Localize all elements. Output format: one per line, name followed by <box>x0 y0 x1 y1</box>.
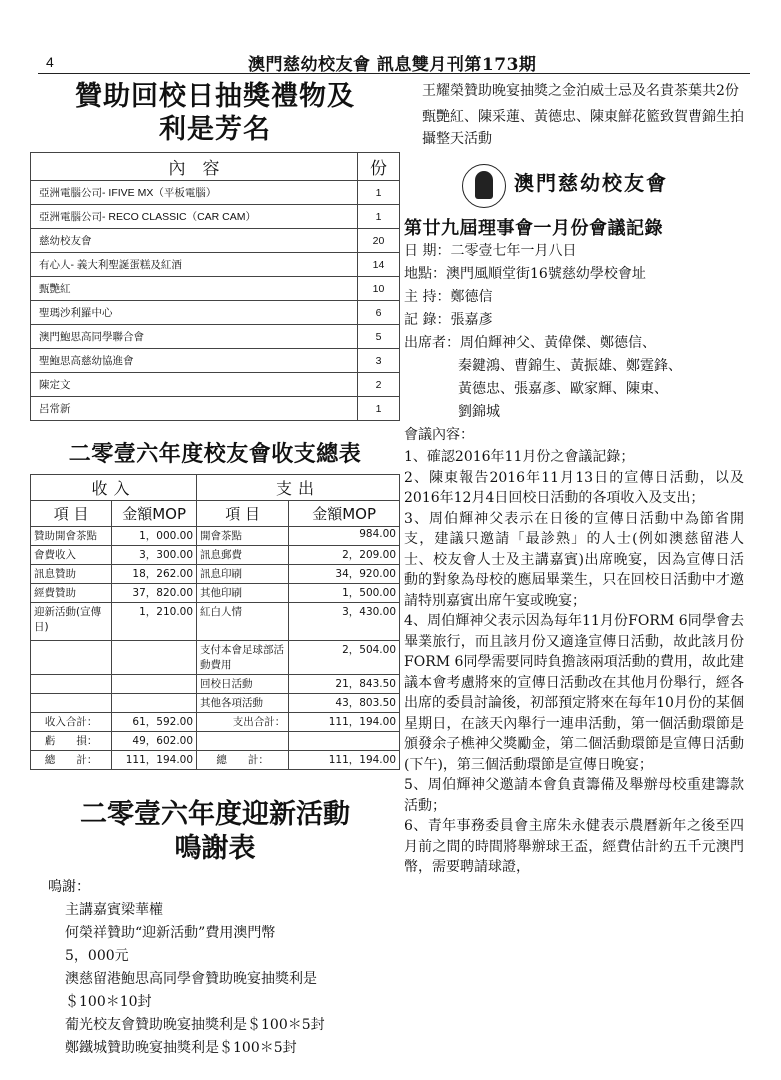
list-item: 主講嘉賓梁華權 <box>65 902 163 918</box>
attendees-line: 出席者：周伯輝神父、黃偉傑、鄭德信、 <box>404 335 656 351</box>
left-column <box>30 80 400 1060</box>
list-item: 葡光校友會贊助晚宴抽獎利是＄100＊5封 <box>65 1017 325 1033</box>
list-item: ＄100＊10封 <box>65 994 152 1010</box>
totals-row: 收入合計： 61，592.00 支出合計： 111，194.00 <box>31 713 400 732</box>
meeting-recorder: 記 錄：張嘉彥 <box>404 312 493 328</box>
emblem-icon <box>462 164 506 208</box>
table-row: 陳定文 2 <box>31 373 400 397</box>
agenda-item: 2、陳東報告2016年11月13日的宣傳日活動，以及2016年12月4日回校日活動的各項收入及支出； <box>404 469 744 506</box>
attendees-line: 劉錦城 <box>458 404 500 420</box>
income-header: 收入 <box>31 475 197 501</box>
expense-header: 支出 <box>197 475 400 501</box>
prizes-title: 贊助回校日抽獎禮物及 利是芳名 <box>75 81 355 145</box>
attendees-line: 秦鍵鴻、曹錦生、黃振雄、鄭霆鋒、 <box>458 358 682 374</box>
table-row: 會費收入 3，300.00 訊息郵費 2，209.00 <box>31 546 400 565</box>
finance-table <box>30 474 400 770</box>
table-row: 回校日活動 21，843.50 <box>31 675 400 694</box>
table-row: 聖鮑思高慈幼協進會 3 <box>31 349 400 373</box>
agenda-item: 5、周伯輝神父邀請本會負責籌備及舉辦母校重建籌款活動； <box>404 777 744 814</box>
list-item: 5，000元 <box>65 948 129 964</box>
table-row: 澳門鮑思高同學聯合會 5 <box>31 325 400 349</box>
agenda-item: 6、青年事務委員會主席朱永健表示農曆新年之後至四月前之間的時間將舉辦球王盃，經費估計約五千元澳門幣，需要聘請球證， <box>404 818 744 875</box>
meeting-chair: 主 持：鄭德信 <box>404 289 493 305</box>
table-row: 經費贊助 37，820.00 其他印刷 1，500.00 <box>31 584 400 603</box>
table-row: 亞洲電腦公司- IFIVE MX（平板電腦） 1 <box>31 181 400 205</box>
association-logo <box>404 162 744 212</box>
prizes-table <box>30 152 400 421</box>
grand-total-row: 總 計： 111，194.00 總 計： 111，194.00 <box>31 751 400 770</box>
minutes-meta <box>404 240 744 447</box>
minutes-title: 第廿九屆理事會一月份會議記錄 <box>404 218 663 239</box>
col-qty: 份 <box>358 153 400 181</box>
table-row: 有心人- 義大利聖誕蛋糕及紅酒 14 <box>31 253 400 277</box>
agenda-item: 4、周伯輝神父表示因為每年11月份FORM 6同學會去畢業旅行，而且該月份又適逢宣傳日活動，故此該月份FORM 6同學需要同時負擔該兩項活動的費用，故此建議本會考慮將來的宣傳日活動改在其他月份舉行，經各出席的委員討論後，初部預定將來在每年10月份的某個星期日，在該天內舉行一連串活動，第一個活動環節是頒發余子樵神父獎勵金，第二個活動環節是宣傳日活動(下午)，第三個活動環節是宣傳日晚宴； <box>404 613 744 773</box>
agenda-item: 3、周伯輝神父表示在日後的宣傳日活動中為節省開支，建議只邀請「最診熟」的人士(例如澳慈留港人士、校友會人士及主講嘉賓)出席晚宴，因為宣傳日活動的對象為母校的應屆畢業生，只在回校日活動中才邀請特別嘉賓出席午宴或晚宴； <box>404 510 744 609</box>
list-item: 何榮祥贊助“迎新活動”費用澳門幣 <box>65 925 276 941</box>
table-row: 贊助開會茶點 1，000.00 開會茶點 984.00 <box>31 527 400 546</box>
expense-amount-header: 金額MOP <box>289 501 400 527</box>
table-row: 甄艷紅 10 <box>31 277 400 301</box>
list-item: 澳慈留港鮑思高同學會贊助晚宴抽獎利是 <box>65 971 317 987</box>
thanks-list <box>30 876 400 1060</box>
attendees-line: 黃德忠、張嘉彥、歐家輝、陳東、 <box>458 381 668 397</box>
thanks-title: 二零壹六年度迎新活動 鳴謝表 <box>80 799 350 864</box>
table-row: 訊息贊助 18，262.00 訊息印刷 34，920.00 <box>31 565 400 584</box>
thanks-continued-2: 甄艷紅、陳采蓮、黃德忠、陳東鮮花籃致賀曹錦生拍攝整天活動 <box>422 109 744 147</box>
expense-item-header: 項 目 <box>197 501 289 527</box>
col-content: 內 容 <box>31 153 358 181</box>
table-row: 聖瑪沙利羅中心 6 <box>31 301 400 325</box>
thanks-intro: 鳴謝： <box>48 879 90 895</box>
table-row: 慈幼校友會 20 <box>31 229 400 253</box>
right-column <box>404 80 744 878</box>
page-number: 4 <box>46 54 54 70</box>
content-label: 會議內容： <box>404 427 474 443</box>
thanks-continued-1: 王耀榮贊助晚宴抽獎之金泊威士忌及名貴茶葉共2份 <box>422 83 739 99</box>
table-row: 支付本會足球部活動費用 2，504.00 <box>31 641 400 675</box>
list-item: 鄭鐵城贊助晚宴抽獎利是＄100＊5封 <box>65 1040 297 1056</box>
page-header <box>38 48 750 74</box>
meeting-date: 日 期：二零壹七年一月八日 <box>404 243 577 259</box>
minutes-body <box>404 447 744 878</box>
table-row: 迎新活動(宣傳日) 1，210.00 紅白人情 3，430.00 <box>31 603 400 641</box>
deficit-row: 虧 損： 49，602.00 <box>31 732 400 751</box>
table-row: 呂常新 1 <box>31 397 400 421</box>
table-row: 其他各項活動 43，803.50 <box>31 694 400 713</box>
logo-text: 澳門慈幼校友會 <box>514 171 668 195</box>
income-item-header: 項 目 <box>31 501 112 527</box>
income-amount-header: 金額MOP <box>112 501 197 527</box>
table-row: 亞洲電腦公司- RECO CLASSIC（CAR CAM） 1 <box>31 205 400 229</box>
finance-title: 二零壹六年度校友會收支總表 <box>68 441 362 467</box>
meeting-place: 地點：澳門風順堂街16號慈幼學校會址 <box>404 266 646 282</box>
agenda-item: 1、確認2016年11月份之會議記錄； <box>404 449 635 465</box>
newsletter-title: 澳門慈幼校友會 訊息雙月刊第173期 <box>248 55 537 75</box>
